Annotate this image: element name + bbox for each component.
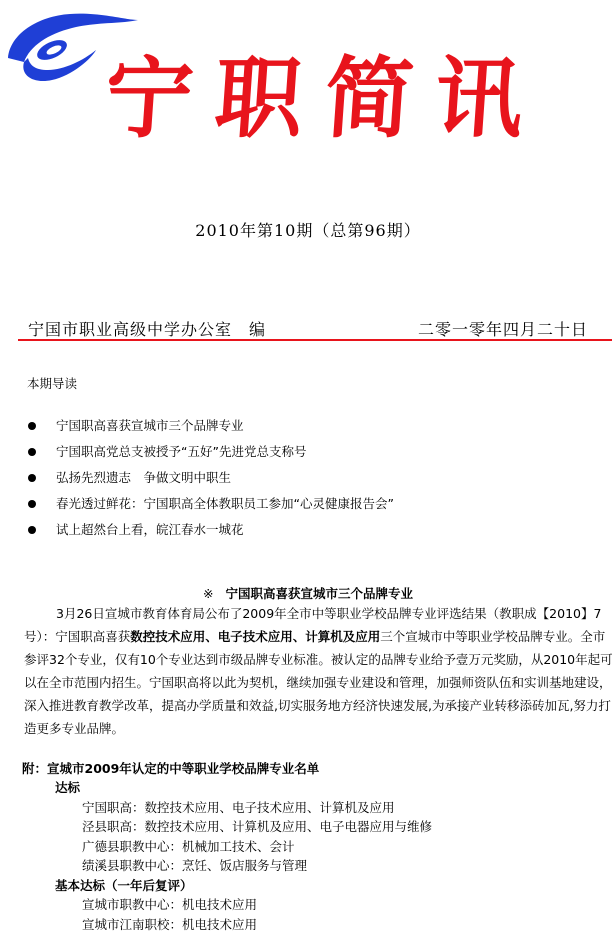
toc-item-text: 弘扬先烈遗志 争做文明中职生 — [56, 470, 231, 485]
toc-item-text: 宁国职高喜获宣城市三个品牌专业 — [56, 418, 244, 433]
appendix-row: 广德县职教中心：机械加工技术、会计 — [22, 837, 616, 857]
appendix-row: 宁国职高：数控技术应用、电子技术应用、计算机及应用 — [22, 798, 616, 818]
bullet-icon — [28, 526, 36, 534]
appendix-row: 宣城市职教中心：机电技术应用 — [22, 895, 616, 915]
appendix — [22, 759, 616, 934]
bullet-icon — [28, 500, 36, 508]
toc-item-text: 春光透过鲜花：宁国职高全体教职员工参加“心灵健康报告会” — [56, 496, 394, 511]
article-bold-majors: 数控技术应用、电子技术应用、计算机及应用 — [130, 629, 380, 644]
bullet-icon — [28, 474, 36, 482]
appendix-row: 绩溪县职教中心：烹饪、饭店服务与管理 — [22, 856, 616, 876]
toc-list — [24, 413, 394, 543]
editor-office: 宁国市职业高级中学办公室 编 — [28, 320, 266, 339]
toc-item — [24, 465, 394, 491]
issue-number: 2010年第10期（总第96期） — [0, 218, 616, 241]
toc-item-text: 宁国职高党总支被授予“五好”先进党总支称号 — [56, 444, 306, 459]
appendix-row: 宣城市江南职校：机电技术应用 — [22, 915, 616, 934]
bullet-icon — [28, 422, 36, 430]
article-text-part: 三个宣城市中等职业学校品牌专业。全市参评32个专业，仅有10个专业达到市级品牌专业标准。被认定的品牌专业给予壹万元奖励，从2010年起可以在全市范围内招生。宁国职高将以此为契机，继续加强专业建设和管理，加强师资队伍和实训基地建设，深入推进教育教学改革，提高办学质量和效益,切实服务地方经济快速发展,为承接产业转移添砖加瓦,努力打造更多专业品牌。 — [24, 629, 613, 736]
article-body — [24, 602, 614, 740]
toc-item-text: 试上超然台上看，皖江春水一城花 — [56, 522, 244, 537]
bullet-icon — [28, 448, 36, 456]
masthead-title: 宁职简讯 — [102, 48, 549, 148]
appendix-row: 泾县职高：数控技术应用、计算机及应用、电子电器应用与维修 — [22, 817, 616, 837]
red-divider — [18, 339, 612, 341]
appendix-group-heading: 基本达标（一年后复评） — [22, 876, 616, 896]
toc-item — [24, 413, 394, 439]
article-title — [0, 584, 616, 602]
reference-mark: ※ — [203, 586, 213, 601]
article-text-part: 3月26日宣城市教育体育局公布了2009年全市中等职业学校品牌专业评选结果（教职成【2010】7号）：宁国职高喜获 — [24, 606, 601, 644]
toc-item — [24, 517, 394, 543]
article-title-text: 宁国职高喜获宣城市三个品牌专业 — [225, 586, 413, 601]
toc-item — [24, 439, 394, 465]
editor-line — [28, 317, 588, 340]
publish-date: 二零一零年四月二十日 — [418, 317, 588, 340]
appendix-group-heading: 达标 — [22, 778, 616, 798]
toc-heading: 本期导读 — [27, 374, 77, 392]
toc-item — [24, 491, 394, 517]
appendix-title: 附：宣城市2009年认定的中等职业学校品牌专业名单 — [22, 759, 616, 778]
